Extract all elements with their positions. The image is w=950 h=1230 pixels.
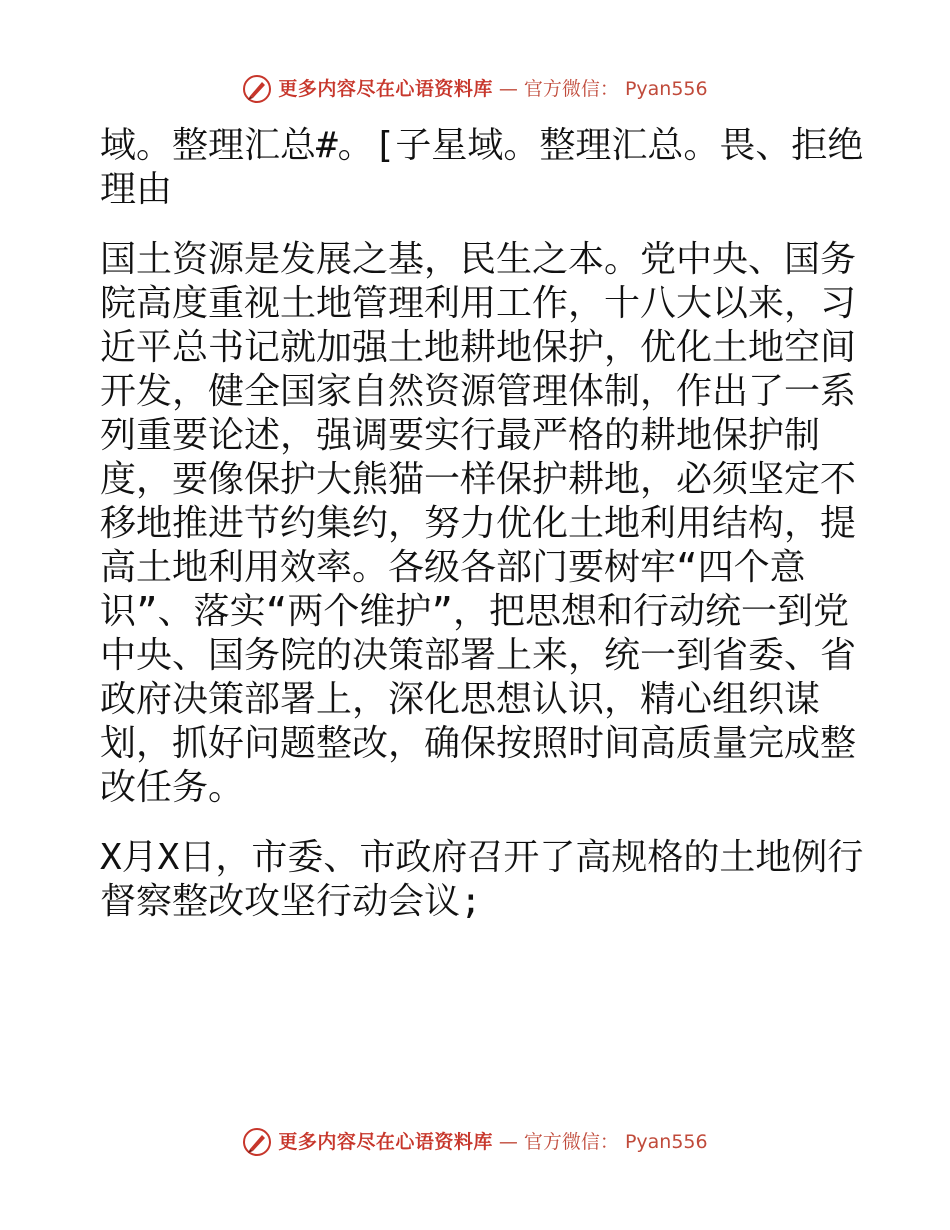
paragraph-1: 域。整理汇总#。[子星域。整理汇总。畏、拒绝理由 bbox=[100, 125, 864, 210]
footer-watermark bbox=[0, 1127, 950, 1157]
pen-quill-logo-icon bbox=[242, 1127, 272, 1157]
paragraph-2: 国土资源是发展之基，民生之本。党中央、国务院高度重视土地管理利用工作，十八大以来，习近平总书记就加强土地耕地保护，优化土地空间开发，健全国家自然资源管理体制，作出了一系列重要论述，强调要实行最严格的耕地保护制度，要像保护大熊猫一样保护耕地，必须坚定不移地推进节约集约，努力优化土地利用结构，提高土地利用效率。各级各部门要树牢“四个意识”、落实“两个维护”，把思想和行动统一到党中央、国务院的决策部署上来，统一到省委、省政府决策部署上，深化思想认识，精心组织谋划，抓好问题整改，确保按照时间高质量完成整改任务。 bbox=[100, 239, 857, 808]
pen-quill-logo-icon bbox=[242, 74, 272, 104]
watermark-official-label: 官方微信： bbox=[523, 78, 619, 100]
paragraph-3: X月X日，市委、市政府召开了高规格的土地例行督察整改攻坚行动会议; bbox=[100, 837, 864, 922]
watermark-official-label: 官方微信： bbox=[523, 1131, 619, 1153]
document-body bbox=[100, 124, 870, 950]
watermark-brand-text: 更多内容尽在心语资料库 bbox=[278, 78, 493, 100]
watermark-separator: — bbox=[498, 1131, 518, 1153]
watermark-wechat-id: Pyan556 bbox=[624, 1131, 708, 1153]
watermark-separator: — bbox=[498, 78, 518, 100]
header-watermark bbox=[0, 74, 950, 104]
watermark-wechat-id: Pyan556 bbox=[624, 78, 708, 100]
watermark-brand-text: 更多内容尽在心语资料库 bbox=[278, 1131, 493, 1153]
